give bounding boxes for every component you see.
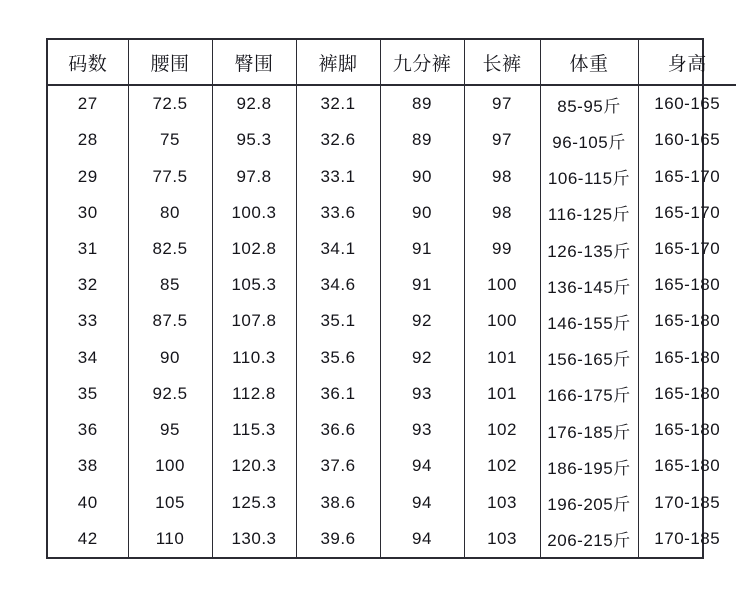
cell-waist: 75 <box>128 122 212 158</box>
cell-hip: 105.3 <box>212 267 296 303</box>
cell-height: 165-170 <box>638 231 736 267</box>
cell-full-length: 101 <box>464 340 540 376</box>
table-row <box>48 484 736 520</box>
cell-size: 35 <box>48 376 128 412</box>
cell-size: 42 <box>48 521 128 557</box>
cell-size: 28 <box>48 122 128 158</box>
cell-weight: 146-155斤 <box>540 303 638 339</box>
cell-weight: 106-115斤 <box>540 158 638 194</box>
cell-full-length: 99 <box>464 231 540 267</box>
table-body <box>48 85 736 557</box>
column-header-weight: 体重 <box>540 40 638 85</box>
cell-cropped-length: 91 <box>380 231 464 267</box>
cell-weight: 206-215斤 <box>540 521 638 557</box>
cell-waist: 85 <box>128 267 212 303</box>
cell-full-length: 103 <box>464 521 540 557</box>
cell-full-length: 98 <box>464 158 540 194</box>
cell-hip: 120.3 <box>212 448 296 484</box>
cell-full-length: 98 <box>464 195 540 231</box>
cell-size: 38 <box>48 448 128 484</box>
cell-full-length: 100 <box>464 303 540 339</box>
cell-waist: 82.5 <box>128 231 212 267</box>
cell-hip: 130.3 <box>212 521 296 557</box>
column-header-cropped-length: 九分裤 <box>380 40 464 85</box>
cell-height: 165-170 <box>638 195 736 231</box>
cell-height: 165-180 <box>638 267 736 303</box>
table-row <box>48 122 736 158</box>
cell-size: 31 <box>48 231 128 267</box>
cell-height: 165-180 <box>638 303 736 339</box>
cell-cropped-length: 94 <box>380 484 464 520</box>
cell-weight: 156-165斤 <box>540 340 638 376</box>
cell-cuff: 32.6 <box>296 122 380 158</box>
cell-cuff: 36.6 <box>296 412 380 448</box>
cell-waist: 72.5 <box>128 85 212 122</box>
cell-size: 36 <box>48 412 128 448</box>
cell-hip: 110.3 <box>212 340 296 376</box>
cell-cropped-length: 89 <box>380 85 464 122</box>
cell-cropped-length: 92 <box>380 303 464 339</box>
cell-height: 160-165 <box>638 85 736 122</box>
cell-hip: 125.3 <box>212 484 296 520</box>
cell-full-length: 100 <box>464 267 540 303</box>
table-row <box>48 158 736 194</box>
cell-height: 165-180 <box>638 340 736 376</box>
table-row <box>48 195 736 231</box>
column-header-cuff: 裤脚 <box>296 40 380 85</box>
cell-size: 27 <box>48 85 128 122</box>
cell-weight: 126-135斤 <box>540 231 638 267</box>
cell-hip: 97.8 <box>212 158 296 194</box>
cell-height: 165-170 <box>638 158 736 194</box>
cell-weight: 166-175斤 <box>540 376 638 412</box>
table-row <box>48 412 736 448</box>
cell-size: 33 <box>48 303 128 339</box>
cell-cropped-length: 92 <box>380 340 464 376</box>
table-header <box>48 40 736 85</box>
cell-waist: 95 <box>128 412 212 448</box>
cell-cuff: 33.6 <box>296 195 380 231</box>
cell-hip: 95.3 <box>212 122 296 158</box>
cell-waist: 77.5 <box>128 158 212 194</box>
cell-cuff: 32.1 <box>296 85 380 122</box>
cell-cropped-length: 90 <box>380 158 464 194</box>
cell-cropped-length: 93 <box>380 412 464 448</box>
column-header-size: 码数 <box>48 40 128 85</box>
cell-cropped-length: 94 <box>380 521 464 557</box>
cell-waist: 92.5 <box>128 376 212 412</box>
column-header-full-length: 长裤 <box>464 40 540 85</box>
table-header-row <box>48 40 736 85</box>
cell-full-length: 97 <box>464 122 540 158</box>
cell-full-length: 103 <box>464 484 540 520</box>
cell-weight: 85-95斤 <box>540 85 638 122</box>
column-header-hip: 臀围 <box>212 40 296 85</box>
cell-cropped-length: 93 <box>380 376 464 412</box>
column-header-height: 身高 <box>638 40 736 85</box>
cell-hip: 107.8 <box>212 303 296 339</box>
cell-weight: 96-105斤 <box>540 122 638 158</box>
cell-cuff: 39.6 <box>296 521 380 557</box>
cell-cuff: 35.1 <box>296 303 380 339</box>
cell-cropped-length: 90 <box>380 195 464 231</box>
cell-height: 170-185 <box>638 521 736 557</box>
cell-height: 165-180 <box>638 448 736 484</box>
size-chart-table <box>48 40 736 557</box>
cell-size: 34 <box>48 340 128 376</box>
table-row <box>48 303 736 339</box>
cell-hip: 115.3 <box>212 412 296 448</box>
cell-size: 29 <box>48 158 128 194</box>
cell-cuff: 33.1 <box>296 158 380 194</box>
table-row <box>48 448 736 484</box>
cell-cuff: 34.1 <box>296 231 380 267</box>
cell-full-length: 101 <box>464 376 540 412</box>
cell-hip: 100.3 <box>212 195 296 231</box>
cell-size: 32 <box>48 267 128 303</box>
cell-height: 170-185 <box>638 484 736 520</box>
table-row <box>48 231 736 267</box>
cell-weight: 196-205斤 <box>540 484 638 520</box>
cell-hip: 102.8 <box>212 231 296 267</box>
cell-waist: 80 <box>128 195 212 231</box>
cell-full-length: 97 <box>464 85 540 122</box>
cell-cropped-length: 89 <box>380 122 464 158</box>
cell-waist: 87.5 <box>128 303 212 339</box>
cell-cropped-length: 94 <box>380 448 464 484</box>
table-row <box>48 376 736 412</box>
cell-cuff: 37.6 <box>296 448 380 484</box>
cell-cuff: 35.6 <box>296 340 380 376</box>
cell-weight: 116-125斤 <box>540 195 638 231</box>
cell-hip: 112.8 <box>212 376 296 412</box>
cell-waist: 100 <box>128 448 212 484</box>
cell-weight: 186-195斤 <box>540 448 638 484</box>
cell-height: 160-165 <box>638 122 736 158</box>
table-row <box>48 267 736 303</box>
cell-hip: 92.8 <box>212 85 296 122</box>
cell-waist: 90 <box>128 340 212 376</box>
cell-waist: 110 <box>128 521 212 557</box>
cell-size: 40 <box>48 484 128 520</box>
cell-cropped-length: 91 <box>380 267 464 303</box>
cell-weight: 176-185斤 <box>540 412 638 448</box>
column-header-waist: 腰围 <box>128 40 212 85</box>
table-row <box>48 85 736 122</box>
table-row <box>48 340 736 376</box>
cell-height: 165-180 <box>638 376 736 412</box>
cell-size: 30 <box>48 195 128 231</box>
size-chart-container <box>46 38 721 559</box>
table-row <box>48 521 736 557</box>
cell-weight: 136-145斤 <box>540 267 638 303</box>
cell-full-length: 102 <box>464 412 540 448</box>
cell-cuff: 38.6 <box>296 484 380 520</box>
cell-cuff: 34.6 <box>296 267 380 303</box>
cell-height: 165-180 <box>638 412 736 448</box>
cell-waist: 105 <box>128 484 212 520</box>
cell-cuff: 36.1 <box>296 376 380 412</box>
cell-full-length: 102 <box>464 448 540 484</box>
